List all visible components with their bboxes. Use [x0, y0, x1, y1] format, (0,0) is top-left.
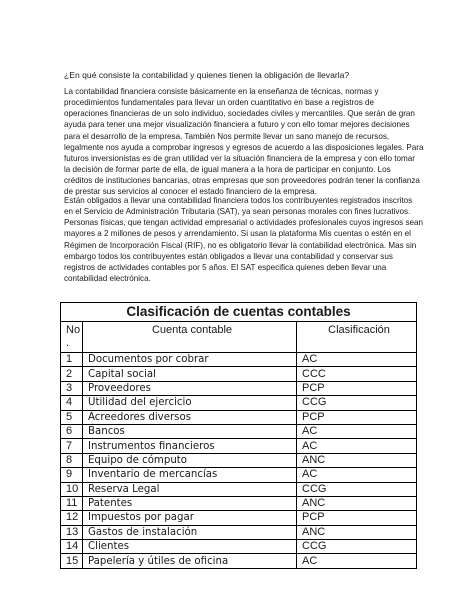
paragraph-definition-line: futuros inversionistas es de gran utilidad ver la situación financiera de la empresa y con ello tomar — [64, 153, 415, 163]
table-row — [61, 439, 417, 453]
row-account: Equipo de cómputo — [83, 453, 297, 467]
paragraph-definition — [64, 86, 424, 198]
row-classification: AC — [297, 554, 417, 568]
row-classification: PCP — [297, 410, 417, 424]
paragraph-definition-line: operaciones financieras de un solo individuo, sociedades civiles y mercantiles. Que serán de gran — [64, 109, 415, 119]
row-number: 4 — [61, 396, 83, 410]
paragraph-obligation-line: embargo todos los contribuyentes están obligados a llevar una contabilidad y conservar sus — [64, 251, 393, 261]
row-number: 6 — [61, 424, 83, 438]
row-classification: CCG — [297, 482, 417, 496]
row-account: Impuestos por pagar — [83, 511, 297, 525]
row-account: Gastos de instalación — [83, 525, 297, 539]
row-classification: ANC — [297, 453, 417, 467]
paragraph-obligation-line: contabilidad electrónica. — [64, 274, 151, 284]
row-account: Acreedores diversos — [83, 410, 297, 424]
row-account: Bancos — [83, 424, 297, 438]
table-row — [61, 424, 417, 438]
table-row — [61, 410, 417, 424]
row-account: Inventario de mercancías — [83, 468, 297, 482]
paragraph-definition-line: La contabilidad financiera consiste básicamente en la enseñanza de técnicas, normas y — [64, 87, 379, 96]
table-row — [61, 511, 417, 525]
table-row — [61, 381, 417, 395]
row-account: Instrumentos financieros — [83, 439, 297, 453]
row-number: 11 — [61, 496, 83, 510]
row-classification: CCG — [297, 540, 417, 554]
row-number: 3 — [61, 381, 83, 395]
table-header-row — [61, 322, 417, 353]
paragraph-definition-line: de prestar sus servicios al conocer el estado financiero de la empresa. — [64, 187, 317, 197]
row-classification: CCG — [297, 396, 417, 410]
row-classification: ANC — [297, 496, 417, 510]
header-account: Cuenta contable — [83, 322, 297, 353]
row-account: Papelería y útiles de oficina — [83, 554, 297, 568]
table-title-row — [61, 303, 417, 322]
paragraph-obligation-line: mayores a 2 millones de pesos y arrendamiento. Si usan la plataforma Mis cuentas o estén en el — [64, 229, 411, 239]
table-row — [61, 396, 417, 410]
row-account: Patentes — [83, 496, 297, 510]
row-number: 15 — [61, 554, 83, 568]
row-number: 2 — [61, 367, 83, 381]
paragraph-definition-line: ayuda para tener una mejor visualización financiera a futuro y con ello tomar mejores decisiones — [64, 120, 410, 130]
table-row — [61, 525, 417, 539]
row-classification: AC — [297, 424, 417, 438]
table-row — [61, 554, 417, 568]
table-row — [61, 496, 417, 510]
row-classification: PCP — [297, 381, 417, 395]
row-classification: AC — [297, 468, 417, 482]
paragraph-obligation — [64, 195, 424, 284]
paragraph-obligation-line: en el Servicio de Administración Tributaria (SAT), ya sean personas morales con fines lucrativos. — [64, 207, 411, 217]
row-classification: ANC — [297, 525, 417, 539]
paragraph-obligation-line: Personas físicas, que tengan actividad empresarial o actividades profesionales cuyos ingresos sean — [64, 218, 424, 228]
row-number: 13 — [61, 525, 83, 539]
row-account: Clientes — [83, 540, 297, 554]
paragraph-definition-line: la decisión de formar parte de ella, de igual manera a la hora de participar en conjunto. Los — [64, 165, 391, 175]
table-row — [61, 353, 417, 367]
paragraph-definition-line: créditos de instituciones bancarias, otras empresas que son proveedores podrán tener la confianza — [64, 176, 420, 186]
row-number: 8 — [61, 453, 83, 467]
row-number: 7 — [61, 439, 83, 453]
row-account: Proveedores — [83, 381, 297, 395]
row-classification: AC — [297, 353, 417, 367]
row-number: 9 — [61, 468, 83, 482]
table-row — [61, 540, 417, 554]
table-row — [61, 367, 417, 381]
header-classification: Clasificación — [297, 322, 417, 353]
table-row — [61, 482, 417, 496]
row-number: 10 — [61, 482, 83, 496]
row-classification: PCP — [297, 511, 417, 525]
accounts-classification-table — [60, 302, 417, 569]
row-number: 1 — [61, 353, 83, 367]
row-number: 5 — [61, 410, 83, 424]
row-number: 12 — [61, 511, 83, 525]
row-number: 14 — [61, 540, 83, 554]
table-title: Clasificación de cuentas contables — [61, 303, 417, 322]
paragraph-definition-line: legalmente nos ayuda a comprobar ingresos y egresos de acuerdo a las disposiciones legales. Para — [64, 142, 424, 152]
paragraph-obligation-line: registros de actividades contables por 5 años. El SAT especifica quienes deben llevar una — [64, 262, 387, 272]
paragraph-definition-line: para el desarrollo de la empresa. También Nos permite llevar un sano manejo de recursos, — [64, 131, 390, 141]
paragraph-obligation-line: Régimen de Incorporación Fiscal (RIF), no es obligatorio llevar la contabilidad electrónica. Mas sin — [64, 240, 417, 250]
row-classification: AC — [297, 439, 417, 453]
table-body — [61, 353, 417, 569]
header-no: No . — [61, 322, 83, 353]
row-account: Utilidad del ejercicio — [83, 396, 297, 410]
paragraph-definition-line: procedimientos fundamentales para llevar un orden cuantitativo en base a registros de — [64, 98, 374, 108]
row-classification: CCC — [297, 367, 417, 381]
row-account: Reserva Legal — [83, 482, 297, 496]
paragraph-obligation-line: Están obligados a llevar una contabilidad financiera todos los contribuyentes registrados inscritos — [64, 196, 413, 205]
row-account: Capital social — [83, 367, 297, 381]
row-account: Documentos por cobrar — [83, 353, 297, 367]
question-heading: ¿En qué consiste la contabilidad y quienes tienen la obligación de llevarla? — [64, 70, 350, 80]
table-row — [61, 468, 417, 482]
table-row — [61, 453, 417, 467]
